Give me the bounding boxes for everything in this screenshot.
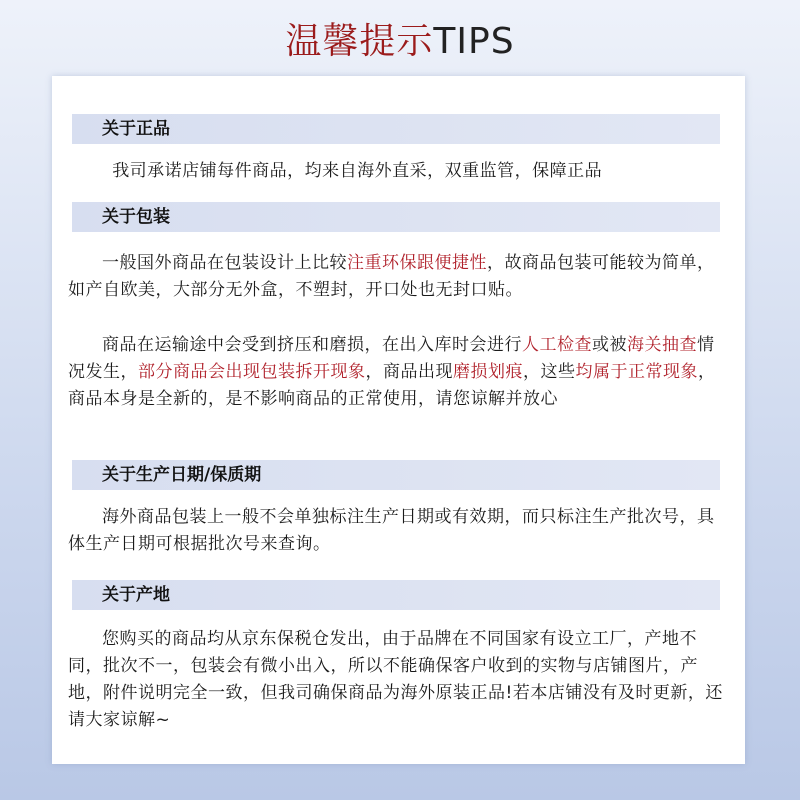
highlight-scratches: 磨损划痕	[453, 362, 523, 382]
title-chinese: 温馨提示	[285, 21, 434, 62]
highlight-manual-check: 人工检查	[522, 335, 592, 355]
section-heading-date: 关于生产日期/保质期	[72, 460, 720, 490]
highlight-customs: 海关抽查	[627, 335, 697, 355]
highlight-normal: 均属于正常现象	[575, 362, 698, 382]
text-run: 情况发生，	[68, 335, 715, 382]
section-heading-packaging: 关于包装	[72, 202, 720, 232]
highlight-eco: 注重环保跟便捷性	[347, 253, 487, 273]
text-run: 一般国外商品在包装设计上比较	[102, 253, 347, 273]
section-text-origin: 您购买的商品均从京东保税仓发出，由于品牌在不同国家有设立工厂，产地不同，批次不一，包装会有微小出入，所以不能确保客户收到的实物与店铺图片，产地，附件说明完全一致，但我司确保商品为海外原装正品!若本店铺没有及时更新，还请大家谅解~	[68, 629, 723, 730]
text-run: 商品在运输途中会受到挤压和磨损，在出入库时会进行	[102, 335, 522, 355]
section-text-packaging-1	[68, 250, 728, 304]
text-run: ，商品出现	[365, 362, 453, 382]
title-english: TIPS	[433, 21, 515, 62]
section-text-date: 海外商品包装上一般不会单独标注生产日期或有效期，而只标注生产批次号，具体生产日期可根据批次号来查询。	[68, 507, 715, 554]
highlight-opened: 部分商品会出现包装拆开现象	[138, 362, 366, 382]
tips-panel	[52, 76, 745, 764]
section-text-authentic: 我司承诺店铺每件商品，均来自海外直采，双重监管，保障正品	[112, 161, 603, 181]
section-heading-origin: 关于产地	[72, 580, 720, 610]
text-run: 或被	[592, 335, 627, 355]
text-run: ，故商品包装可能较为简单，如产自欧美，大部分无外盒，不塑封，开口处也无封口贴。	[68, 253, 715, 300]
section-heading-authentic: 关于正品	[72, 114, 720, 144]
section-text-packaging-2	[68, 332, 728, 413]
text-run: ，这些	[523, 362, 576, 382]
text-run: ，商品本身是全新的，是不影响商品的正常使用，请您谅解并放心	[68, 362, 716, 409]
page-title	[0, 18, 800, 66]
